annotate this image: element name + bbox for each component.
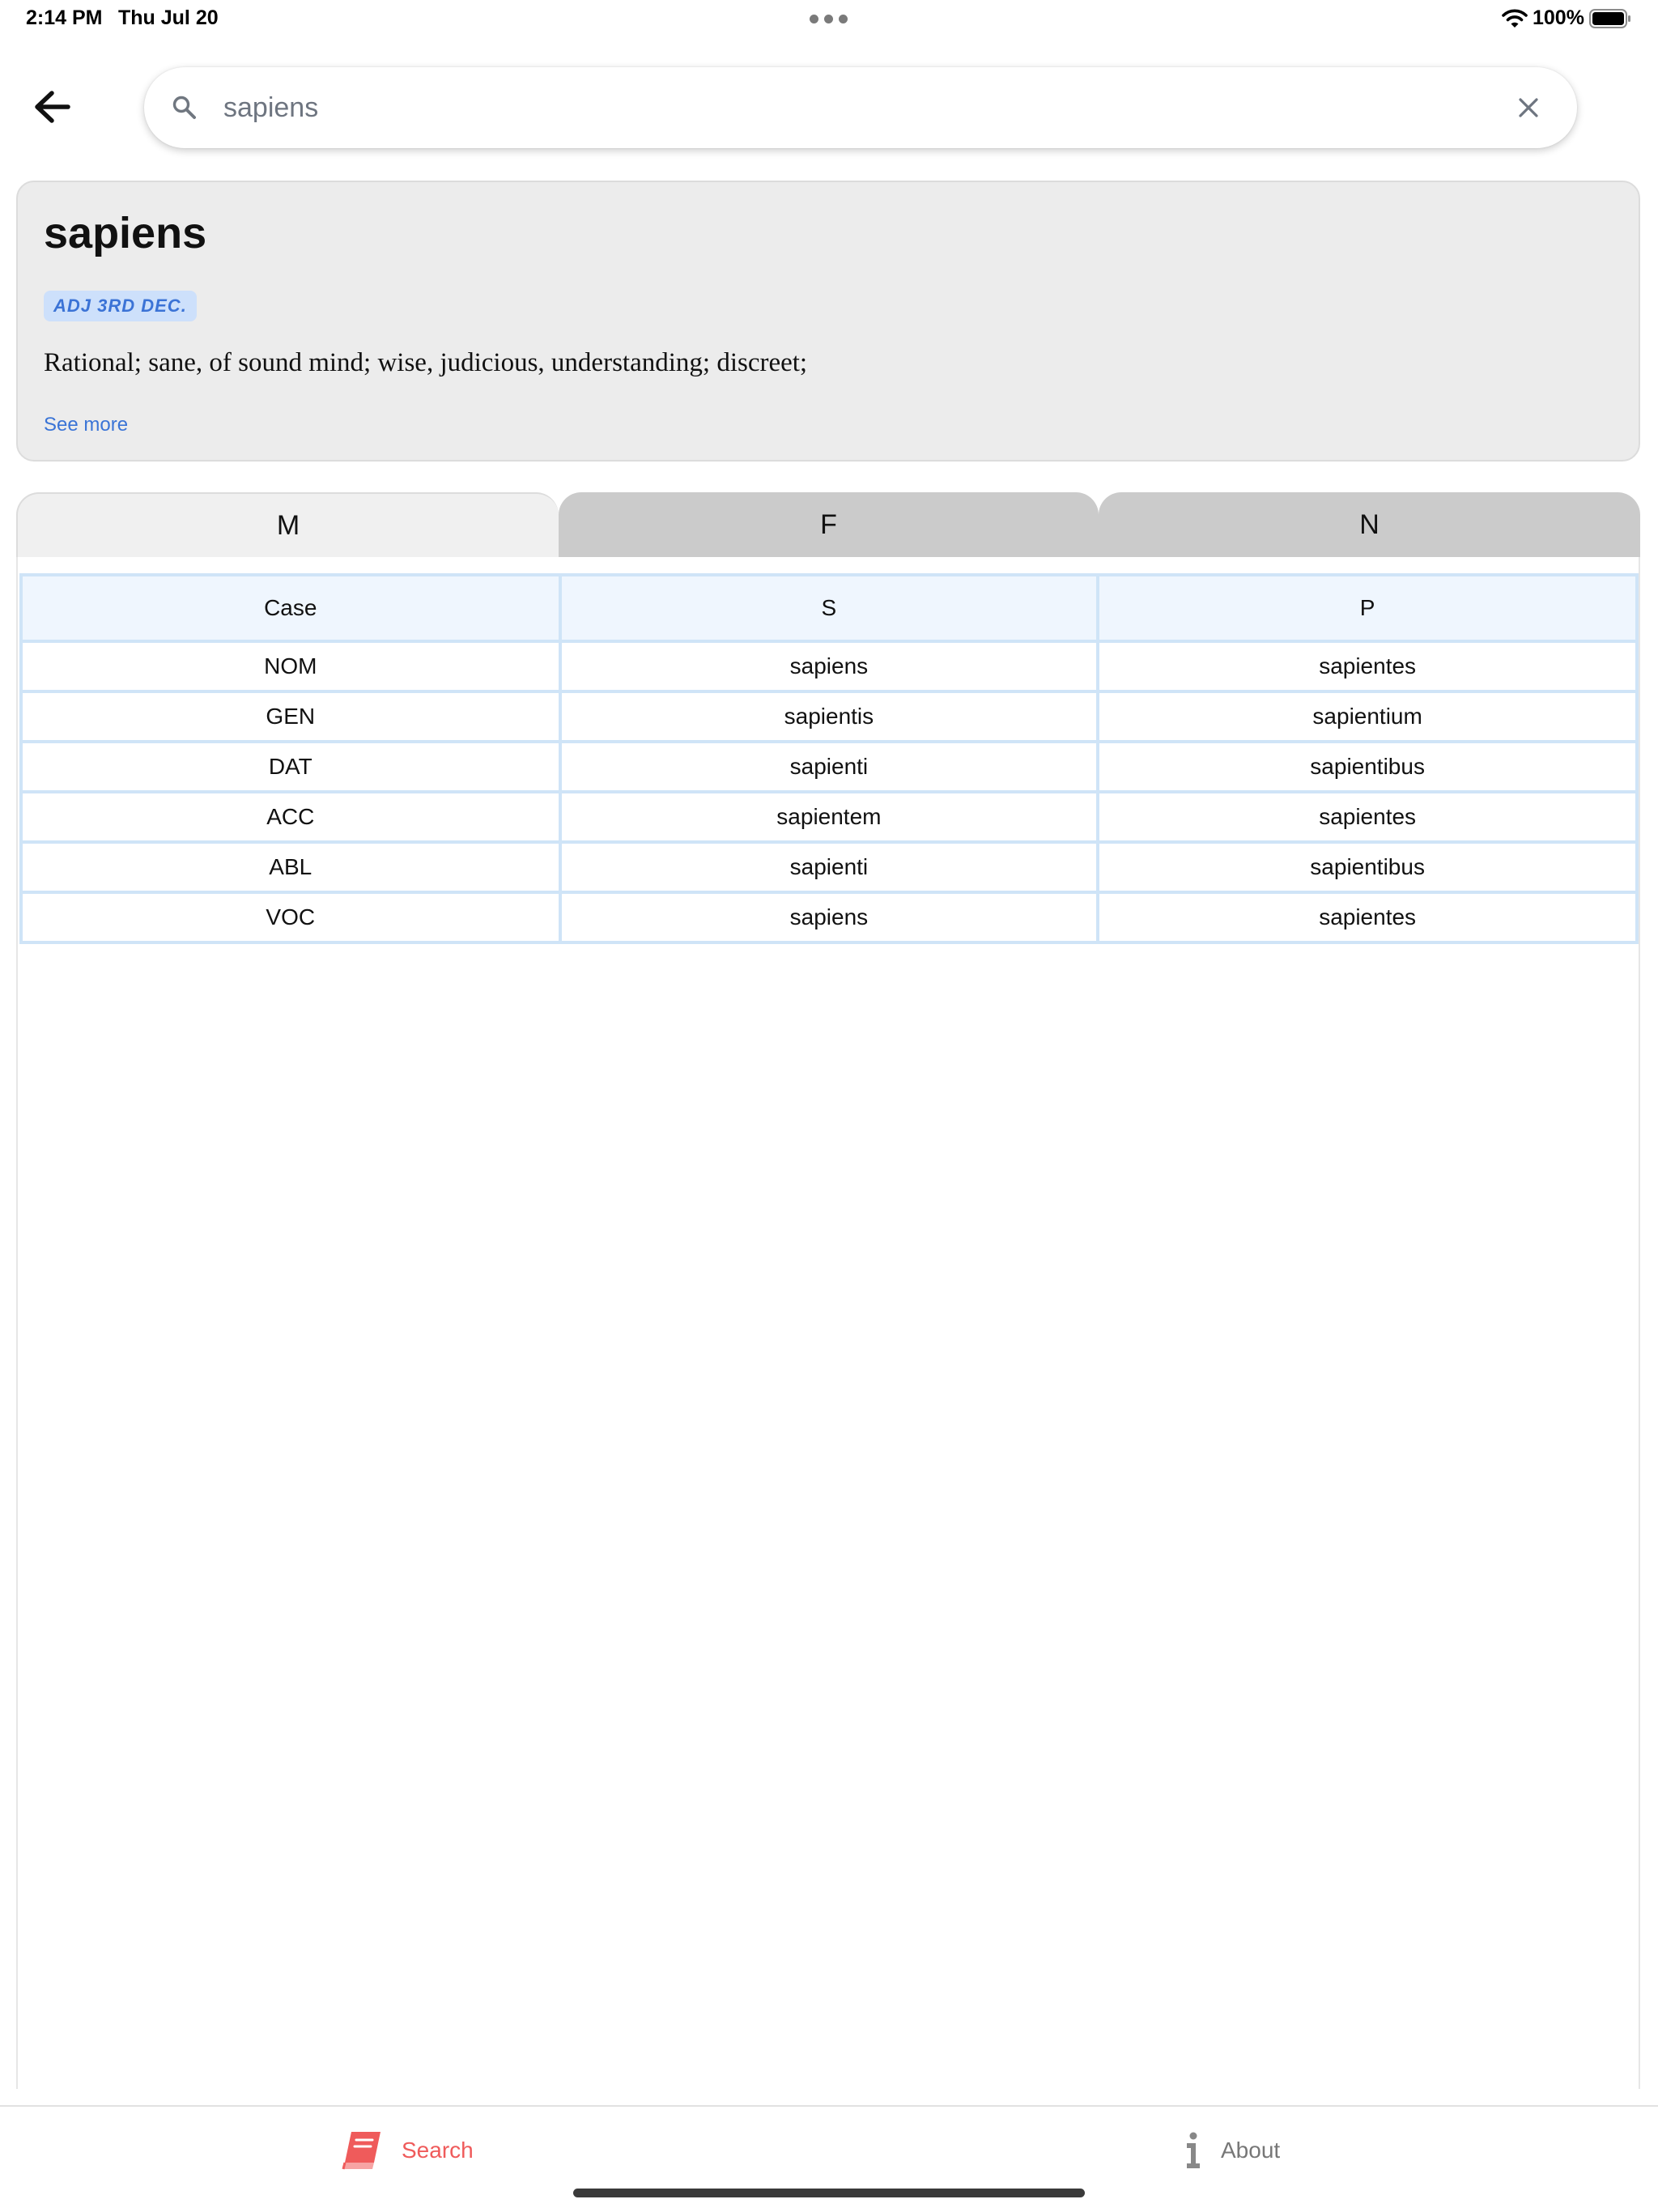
- battery-icon: [1589, 9, 1631, 28]
- plural-cell: sapientes: [1098, 792, 1637, 842]
- definition-text: Rational; sane, of sound mind; wise, judicious, understanding; discreet;: [44, 348, 808, 377]
- tab-masculine[interactable]: M: [16, 492, 559, 557]
- search-input[interactable]: [223, 85, 1438, 130]
- plural-cell: sapientium: [1098, 691, 1637, 742]
- header-plural: P: [1098, 575, 1637, 641]
- battery-percentage: 100%: [1533, 6, 1584, 29]
- plural-cell: sapientes: [1098, 892, 1637, 942]
- header-singular: S: [560, 575, 1099, 641]
- table-header-row: [21, 575, 1637, 641]
- back-button[interactable]: [29, 84, 74, 130]
- clear-search-icon[interactable]: [1514, 93, 1543, 122]
- table-row: [21, 892, 1637, 942]
- singular-cell: sapienti: [560, 842, 1099, 892]
- nav-search-tab[interactable]: [340, 2126, 474, 2175]
- book-icon: [340, 2130, 384, 2171]
- nav-about-tab[interactable]: [1184, 2126, 1280, 2175]
- tab-neuter[interactable]: N: [1099, 492, 1640, 557]
- singular-cell: sapientis: [560, 691, 1099, 742]
- tab-feminine[interactable]: F: [559, 492, 1099, 557]
- search-icon: [172, 95, 198, 121]
- multitasking-dots-icon[interactable]: [810, 15, 848, 24]
- status-time: 2:14 PM: [26, 6, 103, 29]
- table-row: [21, 842, 1637, 892]
- singular-cell: sapiens: [560, 892, 1099, 942]
- case-cell: GEN: [21, 691, 560, 742]
- table-row: [21, 641, 1637, 691]
- plural-cell: sapientibus: [1098, 842, 1637, 892]
- case-cell: ABL: [21, 842, 560, 892]
- definition-card: [16, 181, 1640, 462]
- case-cell: NOM: [21, 641, 560, 691]
- case-cell: VOC: [21, 892, 560, 942]
- wifi-icon: [1502, 8, 1528, 29]
- part-of-speech-badge: ADJ 3RD DEC.: [44, 291, 197, 321]
- arrow-left-icon: [32, 89, 71, 125]
- info-icon: [1184, 2132, 1203, 2169]
- singular-cell: sapienti: [560, 742, 1099, 792]
- plural-cell: sapientes: [1098, 641, 1637, 691]
- table-row: [21, 691, 1637, 742]
- declension-table: [19, 573, 1639, 944]
- singular-cell: sapientem: [560, 792, 1099, 842]
- status-date: Thu Jul 20: [118, 6, 219, 29]
- see-more-link[interactable]: See more: [44, 414, 129, 436]
- declension-panel: [16, 557, 1640, 2089]
- gender-tabs: [16, 492, 1640, 557]
- home-indicator[interactable]: [573, 2189, 1085, 2197]
- header-case: Case: [21, 575, 560, 641]
- nav-about-label: About: [1221, 2138, 1281, 2163]
- plural-cell: sapientibus: [1098, 742, 1637, 792]
- status-bar: [0, 0, 1658, 39]
- search-bar[interactable]: [144, 67, 1577, 148]
- case-cell: ACC: [21, 792, 560, 842]
- nav-search-label: Search: [402, 2138, 474, 2163]
- headword: sapiens: [44, 209, 207, 257]
- case-cell: DAT: [21, 742, 560, 792]
- table-row: [21, 742, 1637, 792]
- table-row: [21, 792, 1637, 842]
- singular-cell: sapiens: [560, 641, 1099, 691]
